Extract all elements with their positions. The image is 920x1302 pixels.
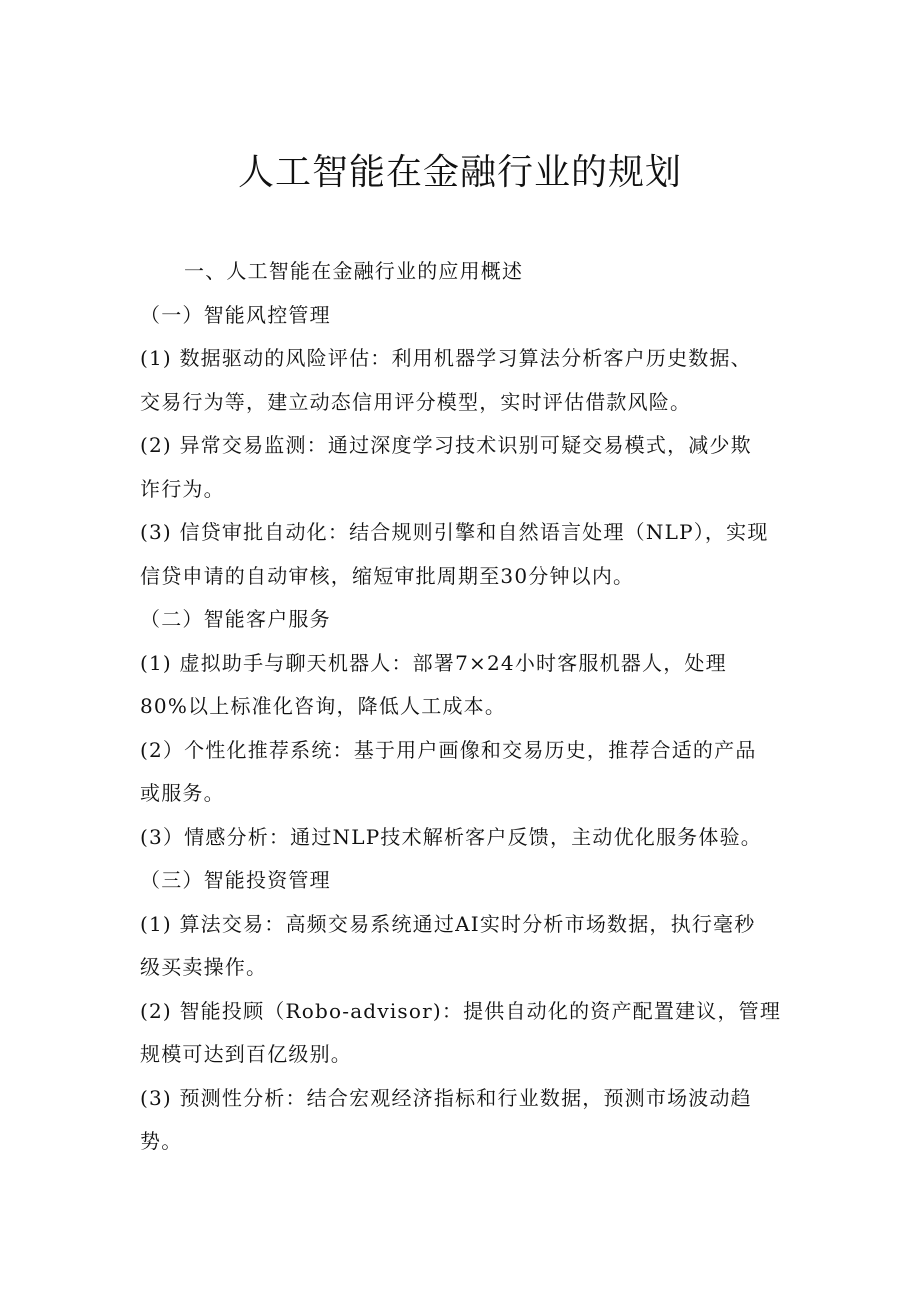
- paragraph-line: 交易行为等，建立动态信用评分模型，实时评估借款风险。: [140, 389, 692, 414]
- paragraph-line: 规模可达到百亿级别。: [140, 1042, 352, 1066]
- paragraph-line: (3) 信贷审批自动化：结合规则引擎和自然语言处理（NLP），实现: [140, 520, 769, 544]
- subsection-heading-investment: （三）智能投资管理: [140, 868, 331, 892]
- paragraph-line: (1) 虚拟助手与聊天机器人：部署7×24小时客服机器人，处理: [140, 650, 727, 675]
- paragraph-line: 势。: [140, 1129, 183, 1153]
- paragraph-line: (2) 异常交易监测：通过深度学习技术识别可疑交易模式，减少欺: [140, 433, 752, 457]
- paragraph-line: 80%以上标准化咨询，降低人工成本。: [140, 694, 507, 718]
- paragraph-line: (1) 数据驱动的风险评估：利用机器学习算法分析客户历史数据、: [140, 346, 752, 370]
- subsection-heading-risk-control: （一）智能风控管理: [140, 302, 331, 327]
- paragraph-line: (2）个性化推荐系统：基于用户画像和交易历史，推荐合适的产品: [140, 737, 757, 762]
- paragraph-line: (2) 智能投顾（Robo-advisor)：提供自动化的资产配置建议，管理: [140, 998, 782, 1023]
- paragraph-line: 信贷申请的自动审核，缩短审批周期至30分钟以内。: [140, 563, 635, 588]
- paragraph-line: 诈行为。: [140, 476, 225, 501]
- subsection-heading-customer-service: （二）智能客户服务: [140, 607, 331, 631]
- paragraph-line: (1) 算法交易：高频交易系统通过AI实时分析市场数据，执行毫秒: [140, 911, 756, 936]
- section-heading: 一、人工智能在金融行业的应用概述: [184, 259, 524, 283]
- document-title: 人工智能在金融行业的规划: [237, 152, 682, 193]
- document-body: [140, 250, 790, 1164]
- paragraph-line: 或服务。: [140, 781, 225, 805]
- paragraph-line: 级买卖操作。: [140, 955, 268, 979]
- paragraph-line: (3) 预测性分析：结合宏观经济指标和行业数据，预测市场波动趋: [140, 1085, 752, 1110]
- paragraph-line: (3）情感分析：通过NLP技术解析客户反馈，主动优化服务体验。: [140, 824, 762, 849]
